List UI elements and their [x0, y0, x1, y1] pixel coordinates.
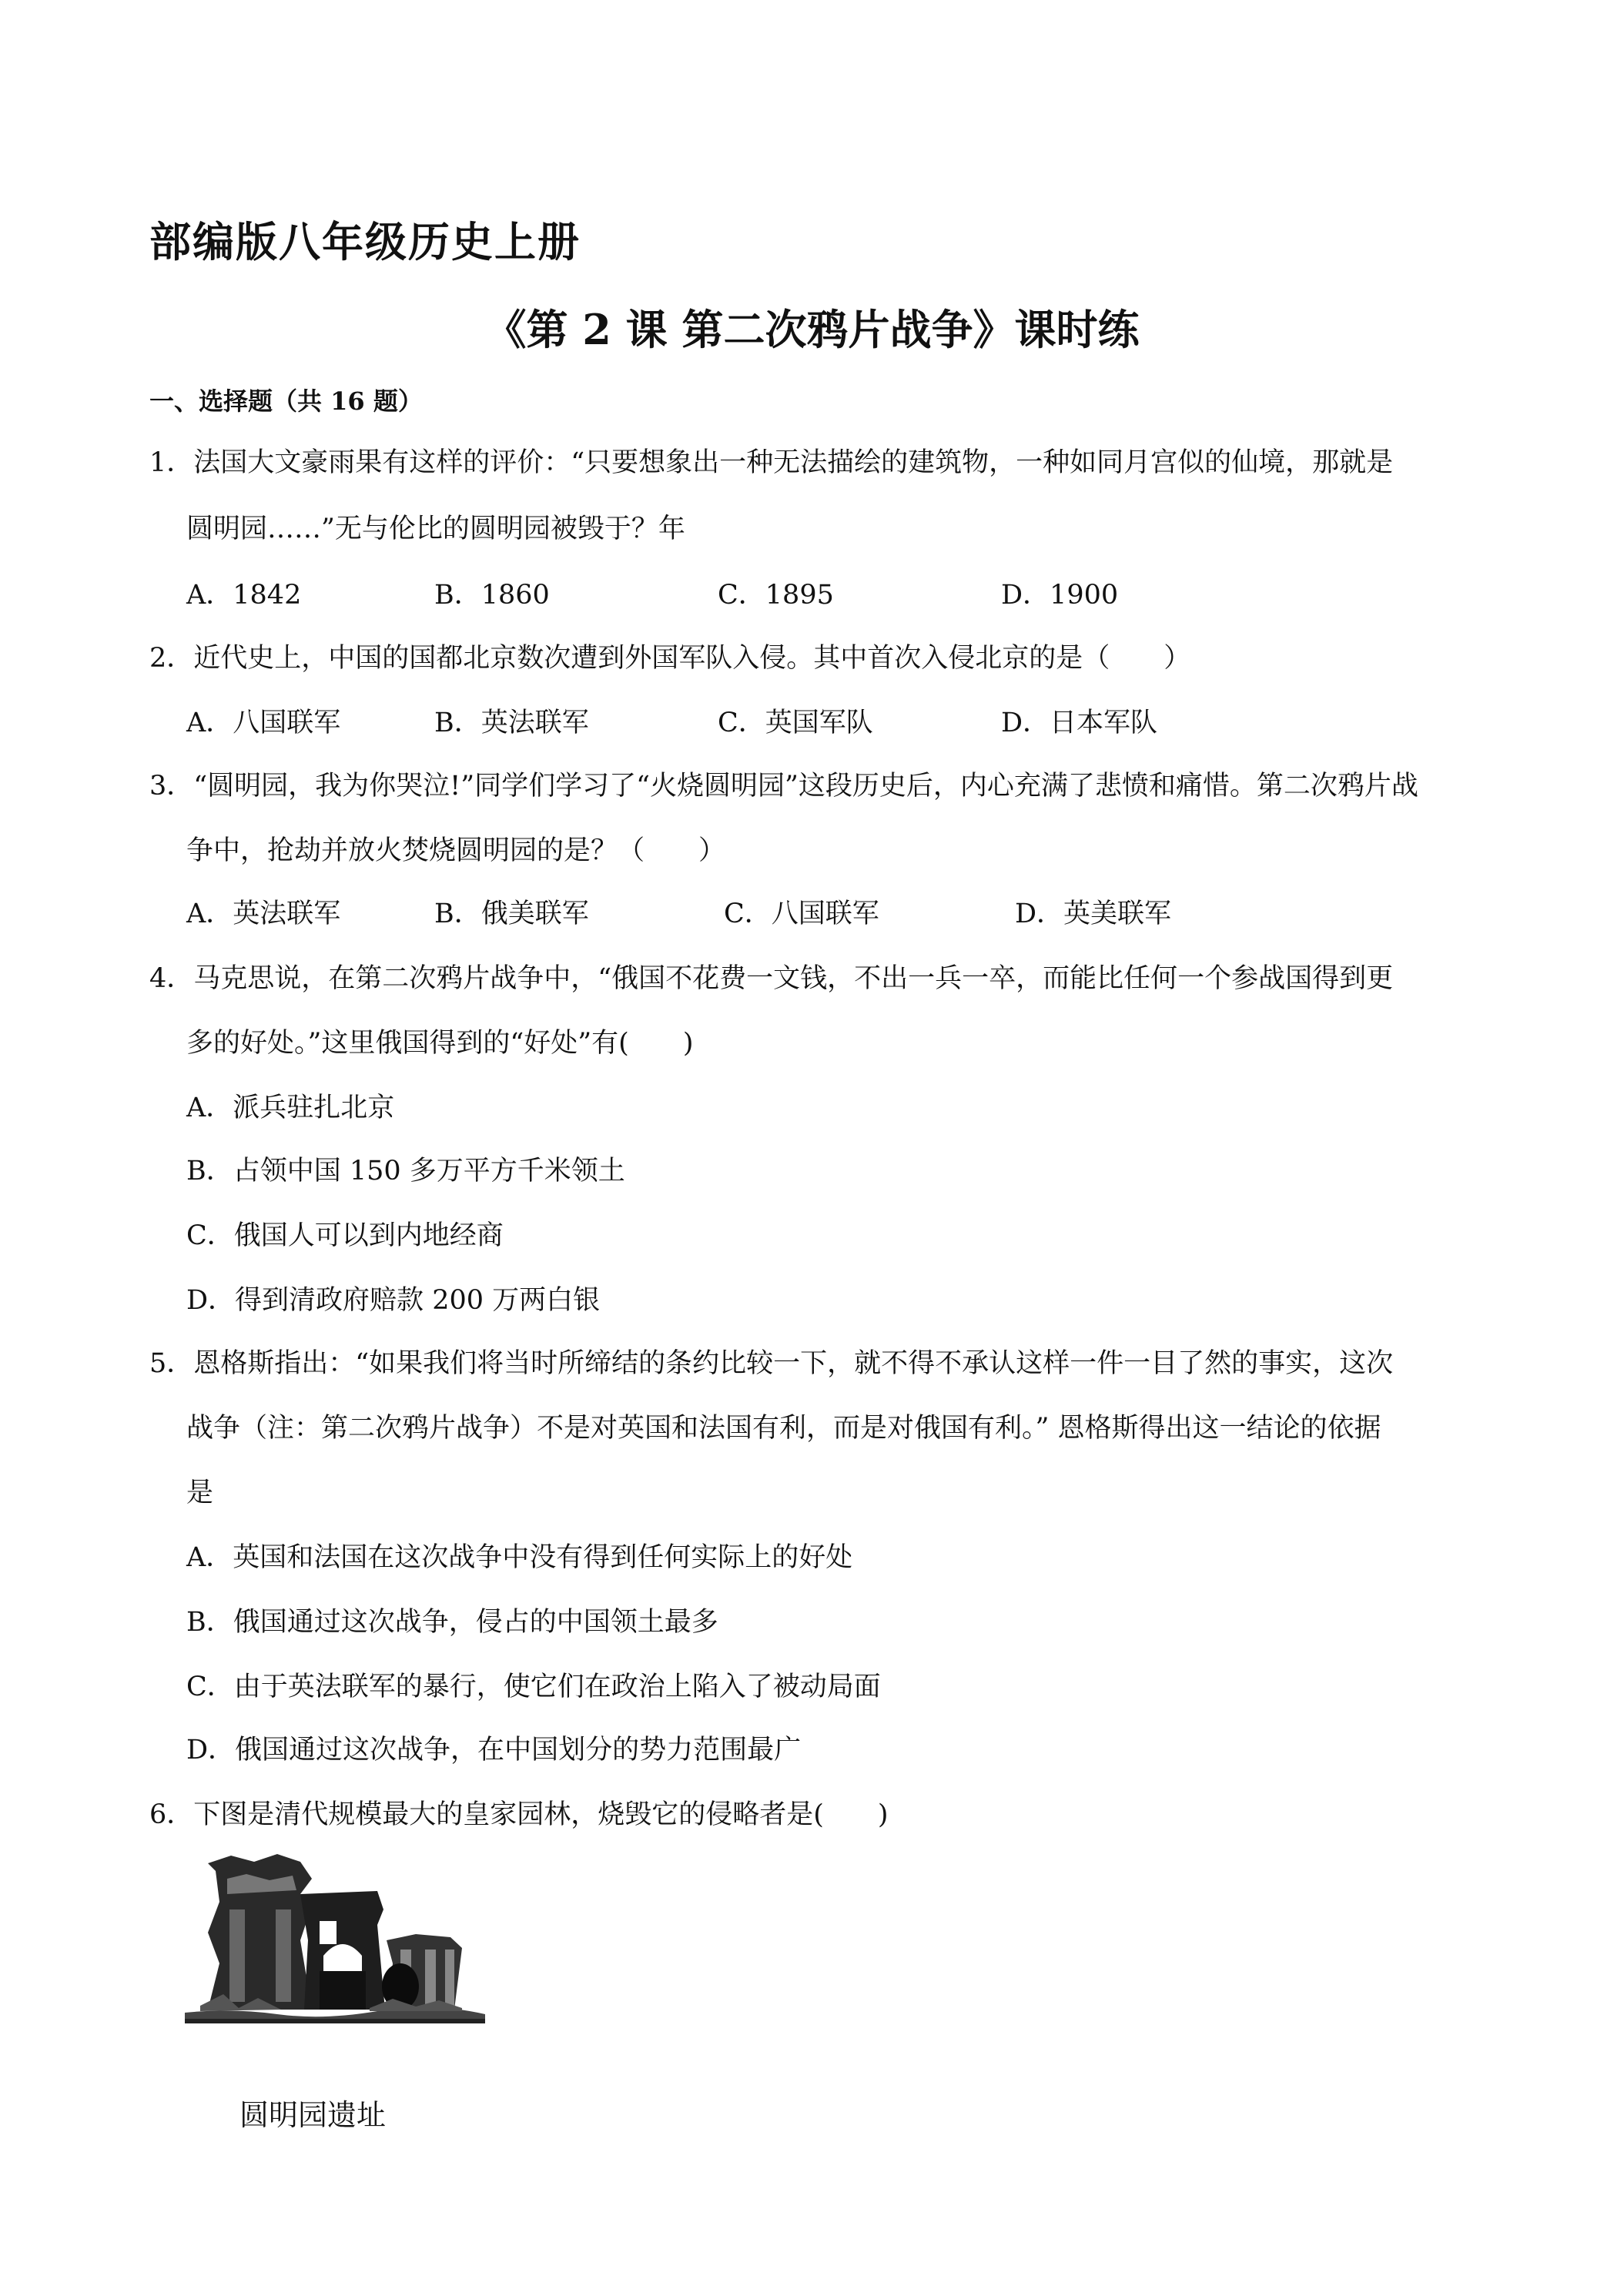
question-3-option-d: D．英美联军 — [1015, 899, 1172, 929]
page-title: 《第 2 课 第二次鸦片战争》课时练 — [484, 305, 1140, 354]
question-4-option-d: D．得到清政府赔款 200 万两白银 — [186, 1285, 601, 1316]
question-3-line-1: 3．“圆明园，我为你哭泣!”同学们学习了“火烧圆明园”这段历史后，内心充满了悲愤和痛惜。第二次鸦片战 — [149, 771, 1418, 802]
question-5-line-1: 5．恩格斯指出：“如果我们将当时所缔结的条约比较一下，就不得不承认这样一件一目了然的事实，这次 — [149, 1348, 1394, 1379]
question-4-option-b: B．占领中国 150 多万平方千米领土 — [186, 1156, 625, 1186]
question-1-line-1: 1．法国大文豪雨果有这样的评价：“只要想象出一种无法描绘的建筑物，一种如同月宫似的仙境，那就是 — [149, 447, 1394, 478]
question-5-option-b: B．俄国通过这次战争，侵占的中国领土最多 — [186, 1607, 718, 1638]
question-3-option-c: C．八国联军 — [724, 899, 879, 929]
question-4-option-a: A．派兵驻扎北京 — [186, 1093, 395, 1123]
question-3-option-a: A．英法联军 — [186, 899, 341, 929]
yuanmingyuan-ruins-image — [185, 1848, 485, 2033]
question-5-line-2: 战争（注：第二次鸦片战争）不是对英国和法国有利，而是对俄国有利。” 恩格斯得出这一结论的依据 — [186, 1413, 1381, 1444]
question-1-option-a: A．1842 — [186, 580, 302, 611]
question-5-line-3: 是 — [186, 1478, 214, 1508]
question-1-option-c: C．1895 — [718, 580, 834, 611]
document-header: 部编版八年级历史上册 — [149, 218, 581, 266]
question-2-option-c: C．英国军队 — [718, 708, 873, 738]
figure-caption: 圆明园遗址 — [239, 2098, 387, 2132]
question-5-option-a: A．英国和法国在这次战争中没有得到任何实际上的好处 — [186, 1542, 853, 1573]
question-4-line-1: 4．马克思说，在第二次鸦片战争中，“俄国不花费一文钱，不出一兵一卒，而能比任何一个参战国得到更 — [149, 963, 1394, 994]
question-2-option-b: B．英法联军 — [434, 708, 589, 738]
question-2-option-a: A．八国联军 — [186, 708, 341, 738]
question-4-line-2: 多的好处。”这里俄国得到的“好处”有( ) — [186, 1028, 694, 1059]
question-1-line-2: 圆明园……”无与伦比的圆明园被毁于？年 — [186, 514, 685, 544]
question-1-option-b: B．1860 — [434, 580, 550, 611]
question-2-line-1: 2．近代史上，中国的国都北京数次遭到外国军队入侵。其中首次入侵北京的是（ ） — [149, 643, 1191, 674]
question-2-option-d: D．日本军队 — [1001, 708, 1158, 738]
question-1-option-d: D．1900 — [1001, 580, 1119, 611]
question-3-line-2: 争中，抢劫并放火焚烧圆明园的是？（ ） — [186, 835, 726, 866]
section-heading: 一、选择题（共 16 题） — [149, 387, 423, 416]
question-5-option-d: D．俄国通过这次战争，在中国划分的势力范围最广 — [186, 1735, 802, 1766]
question-5-option-c: C．由于英法联军的暴行，使它们在政治上陷入了被动局面 — [186, 1672, 881, 1702]
question-3-option-b: B．俄美联军 — [434, 899, 589, 929]
question-4-option-c: C．俄国人可以到内地经商 — [186, 1220, 504, 1251]
question-6-line-1: 6．下图是清代规模最大的皇家园林，烧毁它的侵略者是( ) — [149, 1799, 889, 1830]
